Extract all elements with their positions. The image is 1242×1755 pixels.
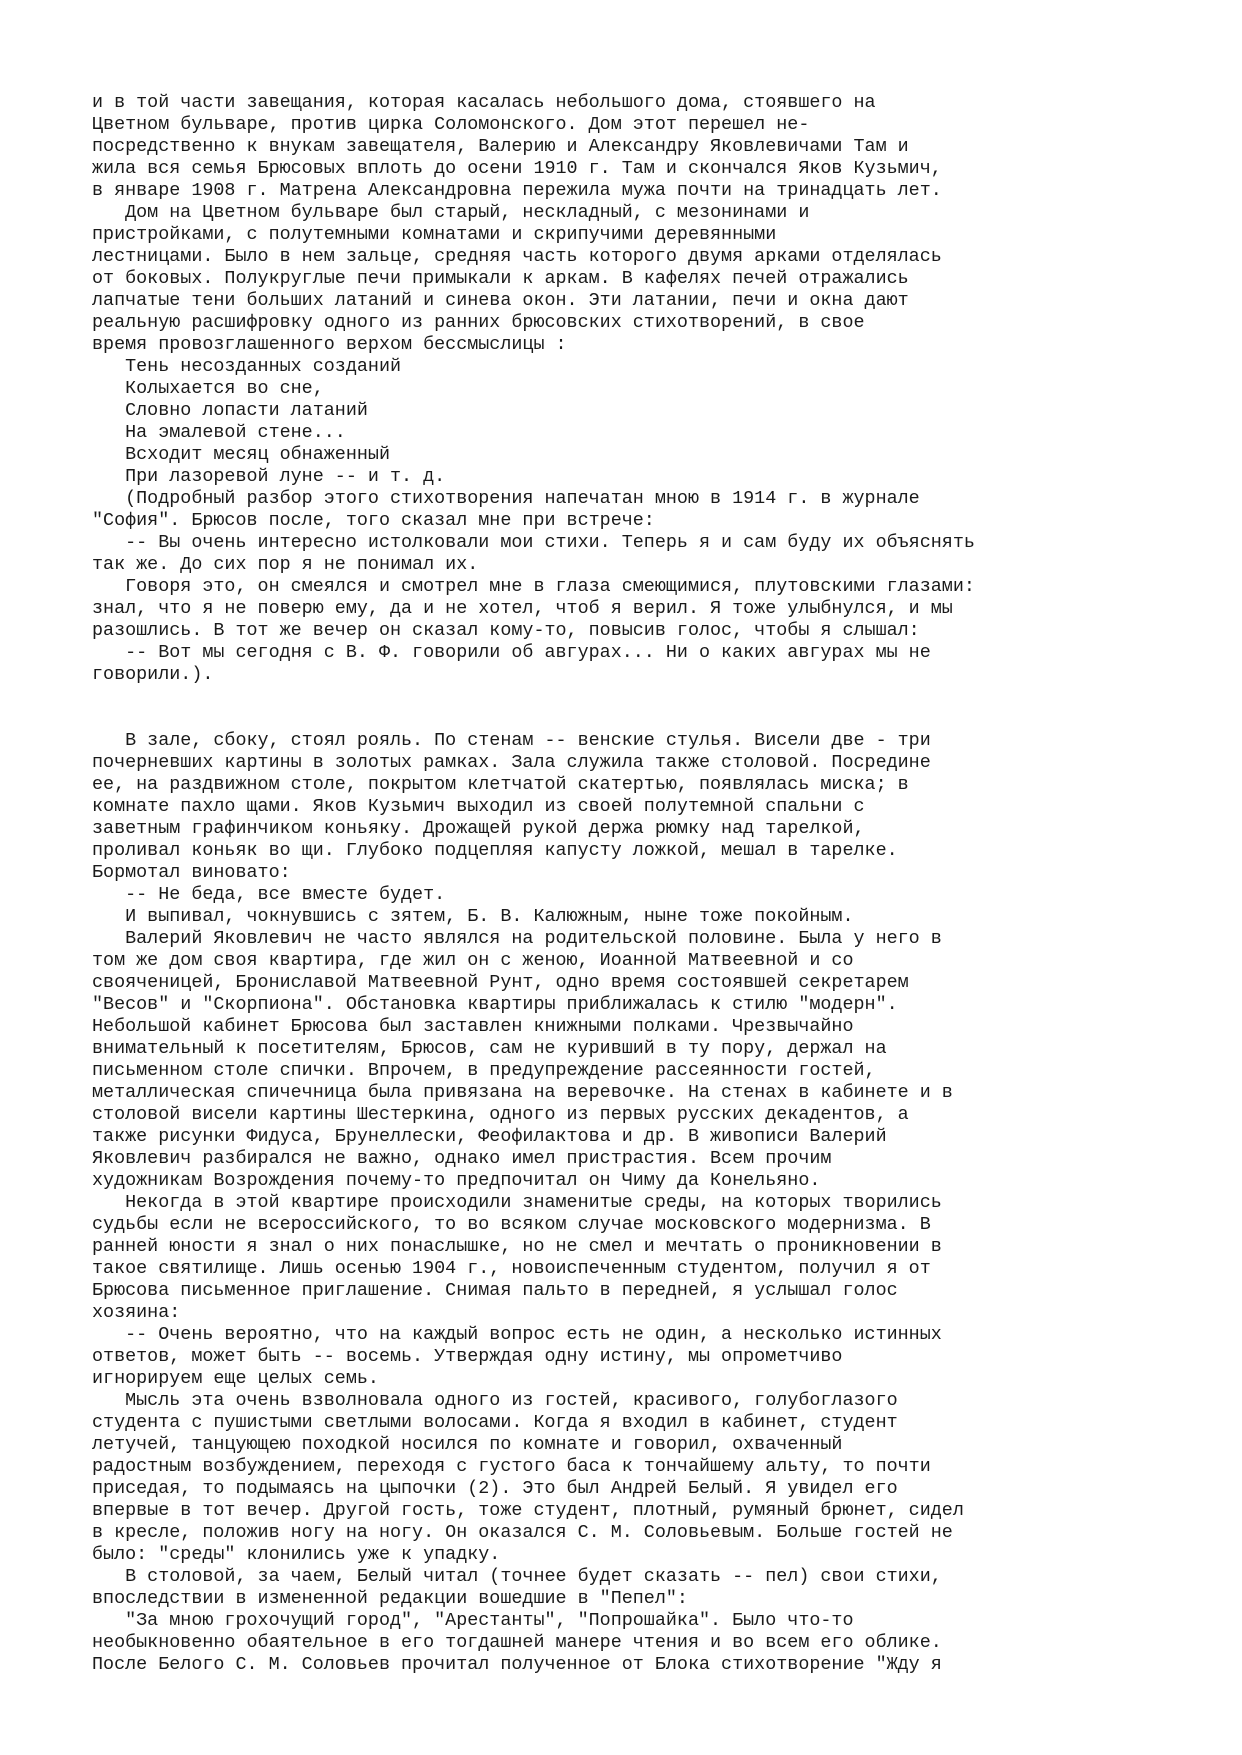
- text-line: При лазоревой луне -- и т. д.: [92, 466, 446, 487]
- text-line: ответов, может быть -- восемь. Утверждая одну истину, мы опрометчиво: [92, 1346, 843, 1367]
- text-line: (Подробный разбор этого стихотворения напечатан мною в 1914 г. в журнале: [92, 488, 920, 509]
- text-line: пристройками, с полутемными комнатами и скрипучими деревянными: [92, 224, 777, 245]
- text-line: "За мною грохочущий город", "Арестанты", "Попрошайка". Было что-то: [92, 1610, 854, 1631]
- text-line: Цветном бульваре, против цирка Соломонского. Дом этот перешел не-: [92, 114, 810, 135]
- text-line: столовой висели картины Шестеркина, одного из первых русских декадентов, а: [92, 1104, 909, 1125]
- text-line: хозяина:: [92, 1302, 181, 1323]
- text-line: -- Не беда, все вместе будет.: [92, 884, 446, 905]
- text-line: "София". Брюсов после, того сказал мне при встрече:: [92, 510, 655, 531]
- text-line: знал, что я не поверю ему, да и не хотел, чтоб я верил. Я тоже улыбнулся, и мы: [92, 598, 953, 619]
- text-line: том же дом своя квартира, где жил он с женою, Иоанной Матвеевной и со: [92, 950, 854, 971]
- text-line: Тень несозданных созданий: [92, 356, 402, 377]
- text-line: -- Очень вероятно, что на каждый вопрос есть не один, а несколько истинных: [92, 1324, 942, 1345]
- text-line: приседая, то подымаясь на цыпочки (2). Это был Андрей Белый. Я увидел его: [92, 1478, 898, 1499]
- text-line: почерневших картины в золотых рамках. Зала служила также столовой. Посредине: [92, 752, 931, 773]
- text-line: радостным возбуждением, переходя с густого баса к тончайшему альту, то почти: [92, 1456, 931, 1477]
- text-line: Дом на Цветном бульваре был старый, нескладный, с мезонинами и: [92, 202, 810, 223]
- text-line: студента с пушистыми светлыми волосами. Когда я входил в кабинет, студент: [92, 1412, 898, 1433]
- text-line: После Белого С. М. Соловьев прочитал полученное от Блока стихотворение "Жду я: [92, 1654, 942, 1675]
- text-line: от боковых. Полукруглые печи примыкали к аркам. В кафелях печей отражались: [92, 268, 909, 289]
- text-line: -- Вот мы сегодня с В. Ф. говорили об авгурах... Ни о каких авгурах мы не: [92, 642, 931, 663]
- text-line: было: "среды" клонились уже к упадку.: [92, 1544, 501, 1565]
- text-line: свояченицей, Брониславой Матвеевной Рунт, одно время состоявшей секретарем: [92, 972, 909, 993]
- text-line: В зале, сбоку, стоял рояль. По стенам -- венские стулья. Висели две - три: [92, 730, 931, 751]
- text-line: впоследствии в измененной редакции вошедшие в "Пепел":: [92, 1588, 688, 1609]
- text-line: летучей, танцующею походкой носился по комнате и говорил, охваченный: [92, 1434, 843, 1455]
- text-line: в январе 1908 г. Матрена Александровна пережила мужа почти на тринадцать лет.: [92, 180, 942, 201]
- text-line: жила вся семья Брюсовых вплоть до осени 1910 г. Там и скончался Яков Кузьмич,: [92, 158, 942, 179]
- text-line: и в той части завещания, которая касалась небольшого дома, стоявшего на: [92, 92, 876, 113]
- text-line: говорили.).: [92, 664, 214, 685]
- blank-line: [92, 686, 1222, 708]
- text-line: проливал коньяк во щи. Глубоко подцепляя капусту ложкой, мешал в тарелке.: [92, 840, 898, 861]
- text-line: Некогда в этой квартире происходили знаменитые среды, на которых творились: [92, 1192, 942, 1213]
- text-line: также рисунки Фидуса, Брунеллески, Феофилактова и др. В живописи Валерий: [92, 1126, 887, 1147]
- text-line: комнате пахло щами. Яков Кузьмич выходил из своей полутемной спальни с: [92, 796, 865, 817]
- text-line: игнорируем еще целых семь.: [92, 1368, 379, 1389]
- text-line: в кресле, положив ногу на ногу. Он оказался С. М. Соловьевым. Больше гостей не: [92, 1522, 953, 1543]
- text-line: посредственно к внукам завещателя, Валерию и Александру Яковлевичами Там и: [92, 136, 909, 157]
- text-line: Словно лопасти латаний: [92, 400, 368, 421]
- text-line: внимательный к посетителям, Брюсов, сам не куривший в ту пору, держал на: [92, 1038, 887, 1059]
- text-line: Небольшой кабинет Брюсова был заставлен книжными полками. Чрезвычайно: [92, 1016, 854, 1037]
- text-line: На эмалевой стене...: [92, 422, 346, 443]
- text-line: Говоря это, он смеялся и смотрел мне в глаза смеющимися, плутовскими глазами:: [92, 576, 975, 597]
- text-line: разошлись. В тот же вечер он сказал кому-то, повысив голос, чтобы я слышал:: [92, 620, 920, 641]
- text-line: художникам Возрождения почему-то предпочитал он Чиму да Конельяно.: [92, 1170, 821, 1191]
- text-line: впервые в тот вечер. Другой гость, тоже студент, плотный, румяный брюнет, сидел: [92, 1500, 964, 1521]
- text-line: Мысль эта очень взволновала одного из гостей, красивого, голубоглазого: [92, 1390, 898, 1411]
- text-line: Брюсова письменное приглашение. Снимая пальто в передней, я услышал голос: [92, 1280, 898, 1301]
- text-line: ранней юности я знал о них понаслышке, но не смел и мечтать о проникновении в: [92, 1236, 942, 1257]
- text-line: металлическая спичечница была привязана на веревочке. На стенах в кабинете и в: [92, 1082, 953, 1103]
- text-line: ее, на раздвижном столе, покрытом клетчатой скатертью, появлялась миска; в: [92, 774, 909, 795]
- text-line: так же. До сих пор я не понимал их.: [92, 554, 479, 575]
- text-line: такое святилище. Лишь осенью 1904 г., новоиспеченным студентом, получил я от: [92, 1258, 931, 1279]
- text-line: заветным графинчиком коньяку. Дрожащей рукой держа рюмку над тарелкой,: [92, 818, 865, 839]
- blank-line: [92, 708, 1222, 730]
- text-line: лестницами. Было в нем зальце, средняя часть которого двумя арками отделялась: [92, 246, 942, 267]
- text-line: лапчатые тени больших латаний и синева окон. Эти латании, печи и окна дают: [92, 290, 909, 311]
- text-line: И выпивал, чокнувшись с зятем, Б. В. Калюжным, ныне тоже покойным.: [92, 906, 854, 927]
- text-line: Валерий Яковлевич не часто являлся на родительской половине. Была у него в: [92, 928, 942, 949]
- text-line: -- Вы очень интересно истолковали мои стихи. Теперь я и сам буду их объяснять: [92, 532, 975, 553]
- text-line: письменном столе спички. Впрочем, в предупреждение рассеянности гостей,: [92, 1060, 876, 1081]
- text-line: Всходит месяц обнаженный: [92, 444, 390, 465]
- text-line: Колыхается во сне,: [92, 378, 324, 399]
- text-line: судьбы если не всероссийского, то во всяком случае московского модернизма. В: [92, 1214, 931, 1235]
- text-line: время провозглашенного верхом бессмыслицы :: [92, 334, 567, 355]
- text-line: реальную расшифровку одного из ранних брюсовских стихотворений, в свое: [92, 312, 865, 333]
- text-line: "Весов" и "Скорпиона". Обстановка квартиры приближалась к стилю "модерн".: [92, 994, 898, 1015]
- text-line: Бормотал виновато:: [92, 862, 291, 883]
- text-line: В столовой, за чаем, Белый читал (точнее будет сказать -- пел) свои стихи,: [92, 1566, 942, 1587]
- document-page: [92, 92, 1222, 1676]
- text-line: Яковлевич разбирался не важно, однако имел пристрастия. Всем прочим: [92, 1148, 832, 1169]
- text-line: необыкновенно обаятельное в его тогдашней манере чтения и во всем его облике.: [92, 1632, 942, 1653]
